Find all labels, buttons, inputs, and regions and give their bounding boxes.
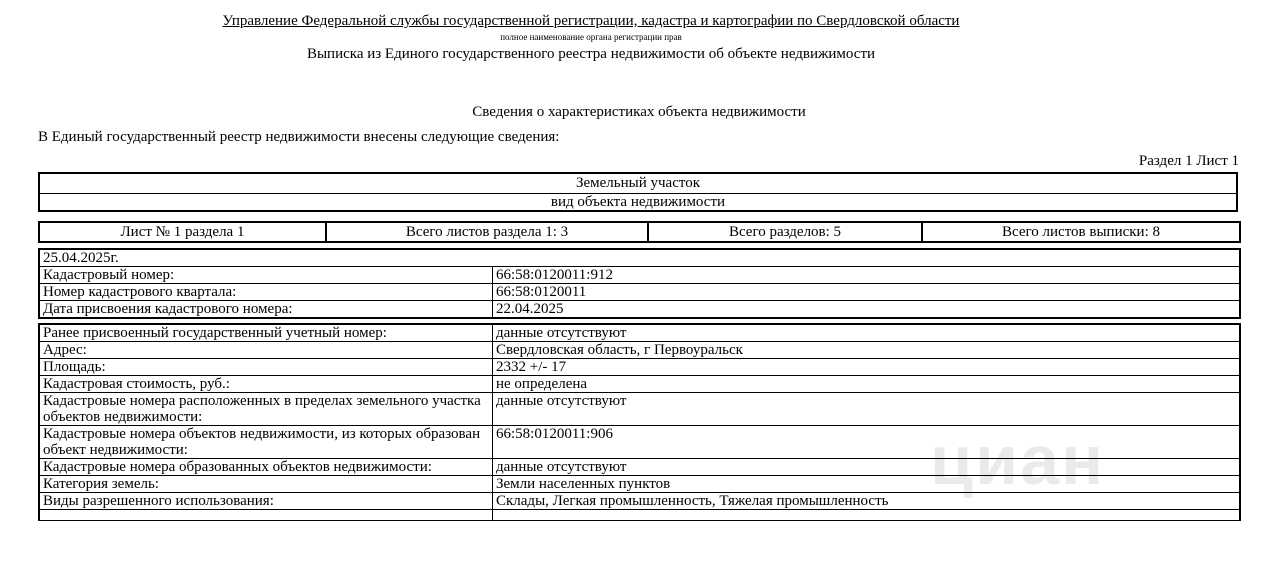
row-label: Кадастровые номера расположенных в пределах земельного участка объектов недвижимости: (39, 393, 493, 426)
row-label: Кадастровая стоимость, руб.: (39, 376, 493, 393)
row-label: Площадь: (39, 359, 493, 376)
watermark-logo: циан (930, 421, 1106, 499)
intro-text: В Единый государственный реестр недвижимости внесены следующие сведения: (38, 129, 560, 145)
table-row (39, 376, 1240, 393)
table-row (39, 301, 1240, 319)
row-value: 66:58:0120011:912 (493, 267, 1241, 284)
row-label: Номер кадастрового квартала: (39, 284, 493, 301)
table-row (39, 267, 1240, 284)
row-label: Кадастровые номера объектов недвижимости, из которых образован объект недвижимости: (39, 426, 493, 459)
row-label: Кадастровый номер: (39, 267, 493, 284)
row-value: Земли населенных пунктов (493, 476, 1241, 493)
row-value: Свердловская область, г Первоуральск (493, 342, 1241, 359)
table-row (39, 342, 1240, 359)
table-row (39, 359, 1240, 376)
row-value: 2332 +/- 17 (493, 359, 1241, 376)
sections-total: Всего разделов: 5 (648, 222, 922, 242)
table-row (39, 284, 1240, 301)
sheet-info-table (38, 221, 1241, 243)
row-label: Виды разрешенного использования: (39, 493, 493, 510)
row-value: не определена (493, 376, 1241, 393)
section-title: Сведения о характеристиках объекта недвижимости (472, 104, 806, 120)
sheet-number: Лист № 1 раздела 1 (39, 222, 326, 242)
object-type-box (38, 172, 1238, 212)
agency-name: Управление Федеральной службы государственной регистрации, кадастра и картографии по Свердловской области (222, 13, 960, 29)
row-label: Ранее присвоенный государственный учетный номер: (39, 324, 493, 342)
row-value: 66:58:0120011 (493, 284, 1241, 301)
sheet-reference: Раздел 1 Лист 1 (1138, 153, 1239, 169)
row-value: данные отсутствуют (493, 459, 1241, 476)
row-value: данные отсутствуют (493, 393, 1241, 426)
row-value: 22.04.2025 (493, 301, 1241, 319)
object-type: Земельный участок (40, 174, 1236, 194)
agency-caption: полное наименование органа регистрации прав (500, 32, 682, 42)
extract-sheets-total: Всего листов выписки: 8 (922, 222, 1240, 242)
row-value: Склады, Легкая промышленность, Тяжелая промышленность (493, 493, 1241, 510)
row-value: данные отсутствуют (493, 324, 1241, 342)
table-row-cut (39, 510, 1240, 521)
row-value: 66:58:0120011:906 (493, 426, 1241, 459)
row-label: Кадастровые номера образованных объектов недвижимости: (39, 459, 493, 476)
section-sheets-total: Всего листов раздела 1: 3 (326, 222, 648, 242)
row-label: Дата присвоения кадастрового номера: (39, 301, 493, 319)
extract-title: Выписка из Единого государственного реестра недвижимости об объекте недвижимости (306, 46, 876, 62)
row-label: Адрес: (39, 342, 493, 359)
row-label: Категория земель: (39, 476, 493, 493)
object-type-caption: вид объекта недвижимости (550, 194, 726, 210)
extract-date: 25.04.2025г. (39, 249, 1240, 267)
table-row (39, 324, 1240, 342)
